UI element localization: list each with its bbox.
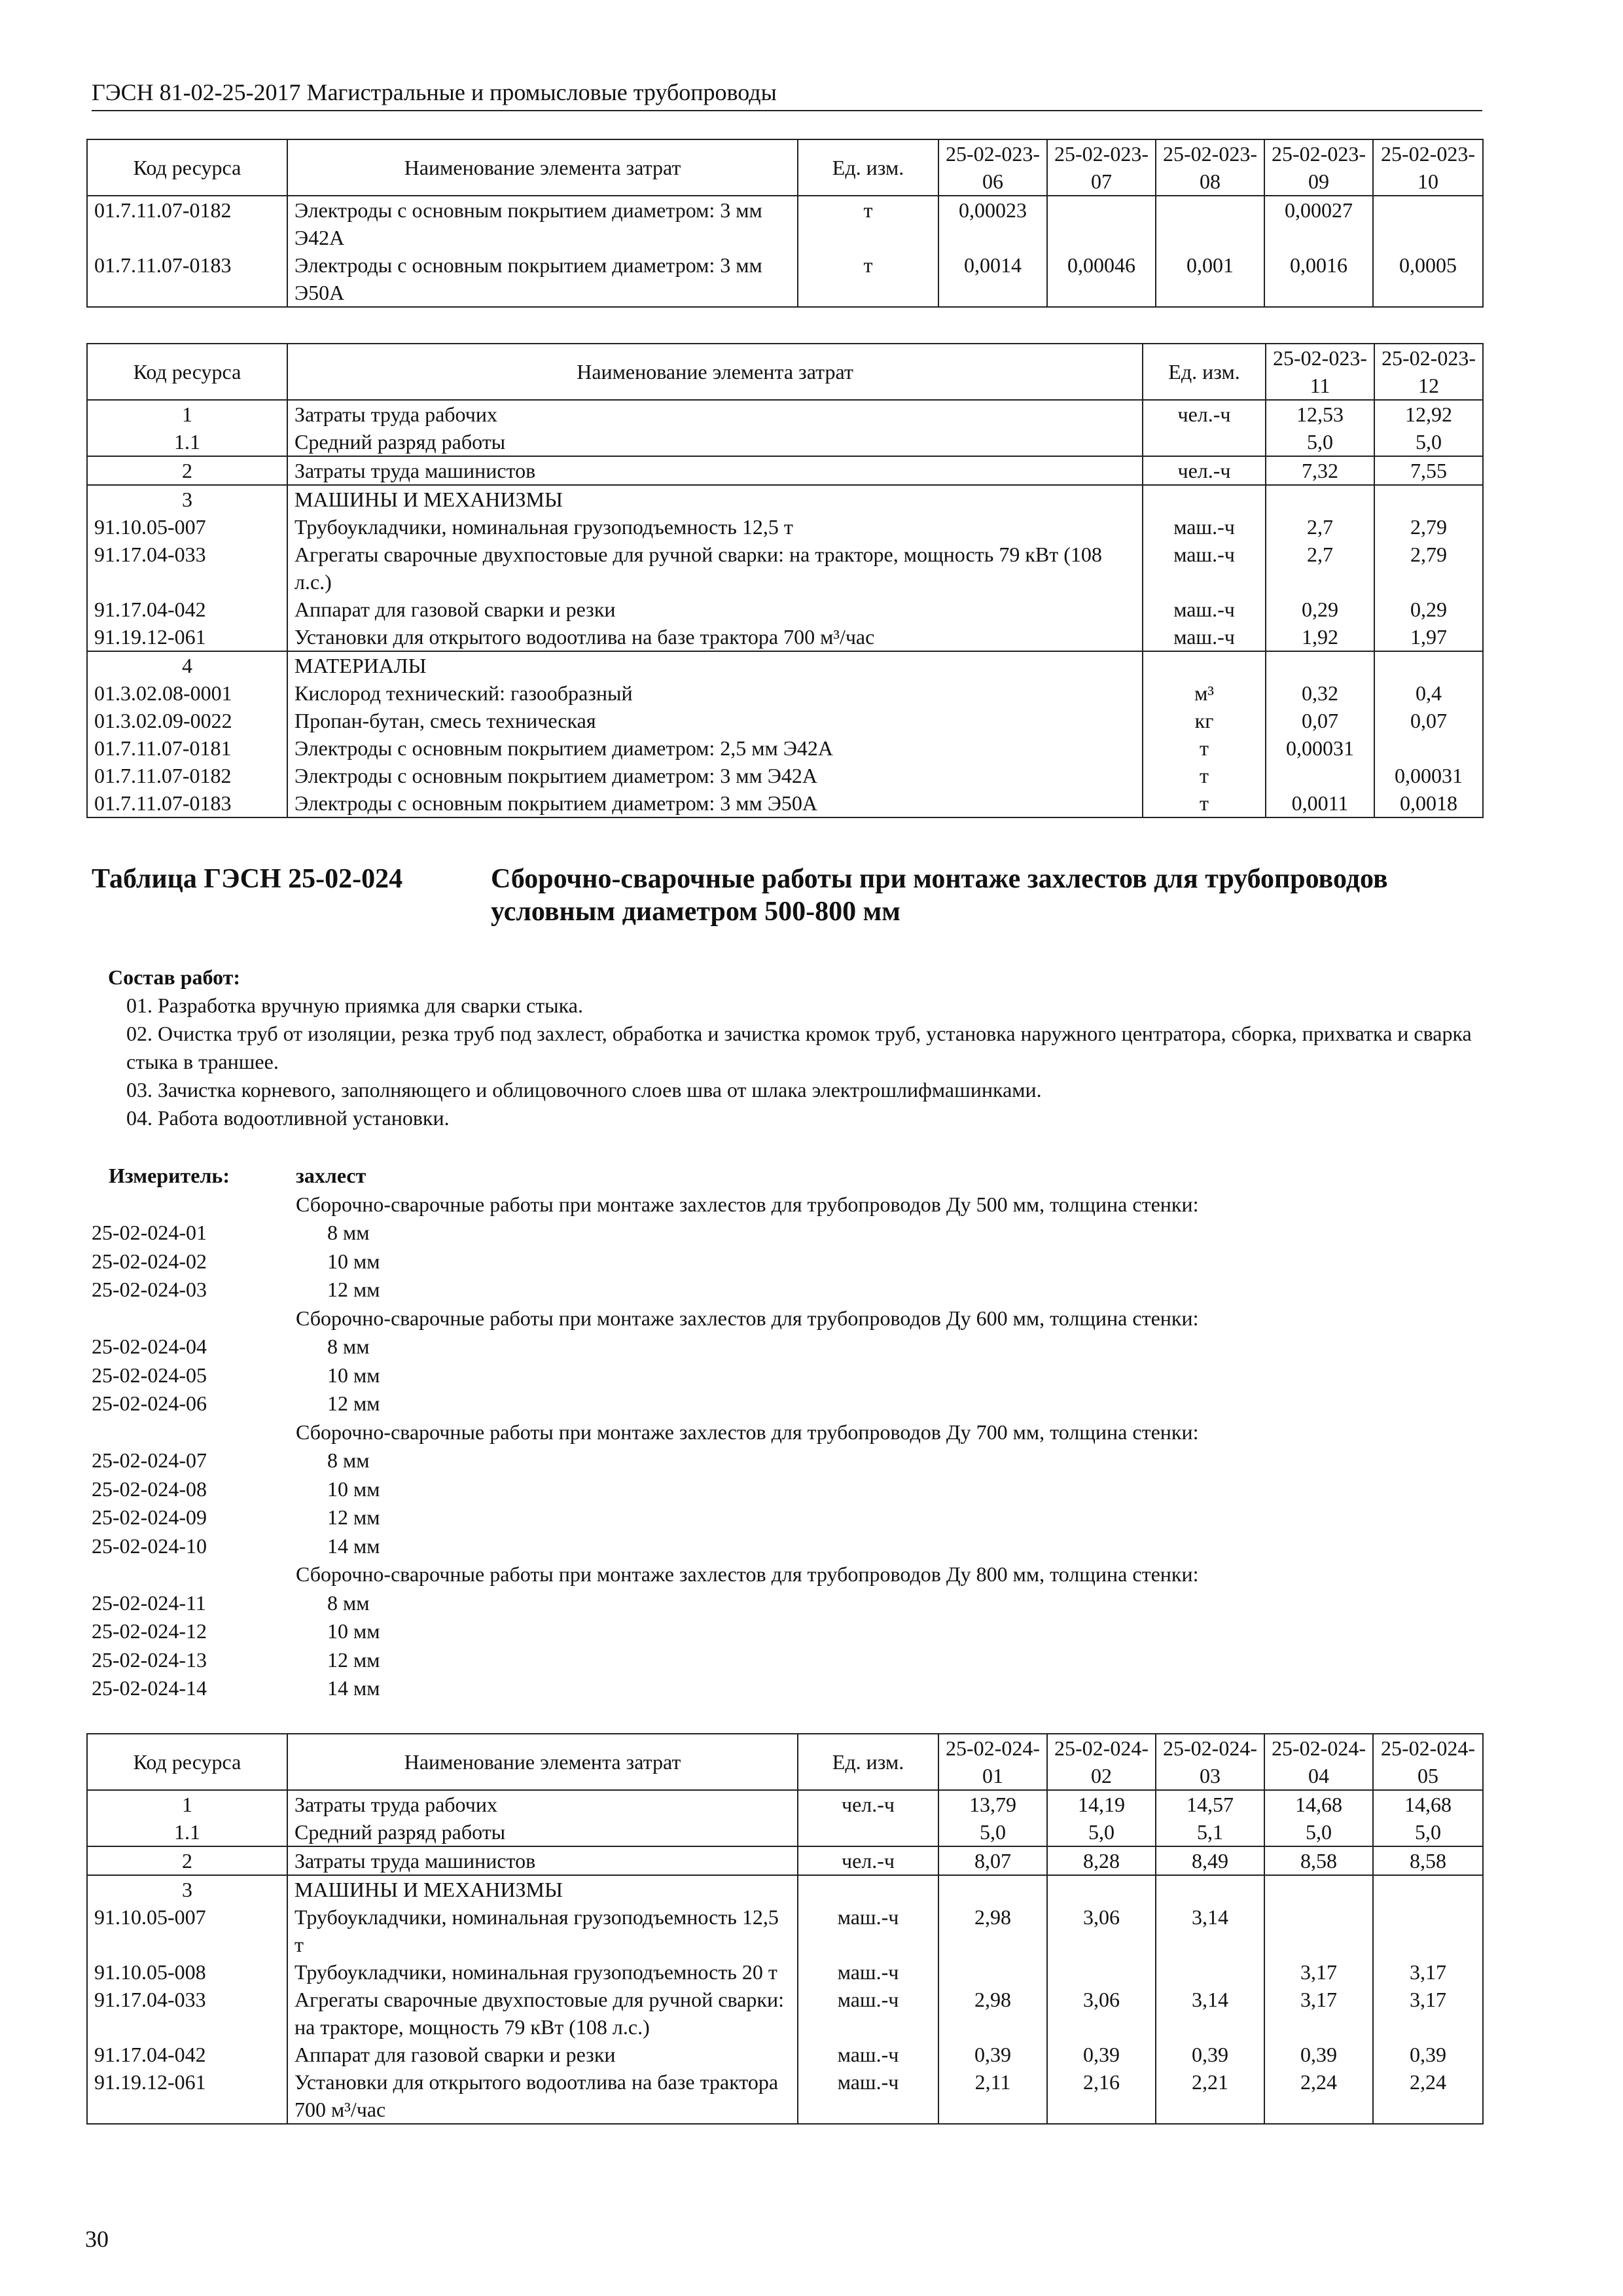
section-title: МАТЕРИАЛЫ bbox=[287, 651, 1143, 679]
composition-item: 02. Очистка труб от изоляции, резка труб под захлест, обработка и зачистка кромок труб, установка наружного центратора, сборка, прихватка и сварка стыка в траншее. bbox=[126, 1022, 1472, 1073]
resource-value: 0,00027 bbox=[1264, 196, 1373, 251]
meter-value: 10 мм bbox=[327, 1363, 380, 1387]
resource-name: Электроды с основным покрытием диаметром: 3 мм Э50А bbox=[287, 251, 798, 307]
resource-value: 14,68 bbox=[1373, 1790, 1483, 1818]
meter-value: 12 мм bbox=[327, 1647, 380, 1672]
resource-code: 91.10.05-007 bbox=[87, 1903, 287, 1958]
meter-item bbox=[92, 1219, 1482, 1247]
table-row bbox=[87, 456, 1483, 485]
resource-value: 12,92 bbox=[1374, 400, 1483, 428]
header-col: 25-02-023-09 bbox=[1264, 139, 1373, 196]
resource-value: 2,7 bbox=[1266, 513, 1374, 541]
resource-name: Трубоукладчики, номинальная грузоподъемность 20 т bbox=[287, 1958, 798, 1986]
resource-unit: т bbox=[798, 251, 938, 307]
resource-value: 0,00023 bbox=[938, 196, 1047, 251]
resource-unit: т bbox=[1143, 789, 1266, 817]
resource-value: 3,14 bbox=[1156, 1986, 1264, 2041]
resource-value: 5,0 bbox=[938, 1818, 1047, 1846]
resource-value: 12,53 bbox=[1266, 400, 1374, 428]
resource-value: 0,29 bbox=[1266, 596, 1374, 623]
table-row bbox=[87, 2041, 1483, 2068]
resource-value: 0,00031 bbox=[1266, 734, 1374, 762]
resource-code: 01.7.11.07-0182 bbox=[87, 196, 287, 251]
resource-value: 0,0005 bbox=[1373, 251, 1483, 307]
resource-value bbox=[1156, 1958, 1264, 1986]
resource-value: 8,58 bbox=[1373, 1846, 1483, 1875]
resource-code: 1 bbox=[87, 400, 287, 428]
resource-unit: чел.-ч bbox=[798, 1846, 938, 1875]
meter-item bbox=[92, 1276, 1482, 1304]
resource-unit: чел.-ч bbox=[1143, 456, 1266, 485]
meter-item bbox=[92, 1503, 1482, 1532]
resource-value bbox=[1373, 1875, 1483, 1903]
header-col: 25-02-023-08 bbox=[1156, 139, 1264, 196]
resource-name: Установки для открытого водоотлива на базе трактора 700 м³/час bbox=[287, 623, 1143, 651]
resource-code: 01.3.02.09-0022 bbox=[87, 707, 287, 734]
resource-unit bbox=[1143, 651, 1266, 679]
meter-code: 25-02-024-01 bbox=[92, 1221, 207, 1244]
table-row bbox=[87, 1903, 1483, 1958]
resource-value: 14,57 bbox=[1156, 1790, 1264, 1818]
composition-item: 04. Работа водоотливной установки. bbox=[126, 1106, 450, 1130]
header-col: 25-02-024-03 bbox=[1156, 1734, 1264, 1790]
resource-value: 0,39 bbox=[1373, 2041, 1483, 2068]
resource-value bbox=[1266, 485, 1374, 513]
resource-value: 2,16 bbox=[1047, 2068, 1156, 2124]
meter-item bbox=[92, 1646, 1482, 1675]
header-col: 25-02-024-01 bbox=[938, 1734, 1047, 1790]
meter-code: 25-02-024-02 bbox=[92, 1249, 207, 1273]
resource-code: 1.1 bbox=[87, 428, 287, 456]
meter-code: 25-02-024-03 bbox=[92, 1278, 207, 1301]
resource-value bbox=[1374, 651, 1483, 679]
resource-value: 3,06 bbox=[1047, 1986, 1156, 2041]
resource-value bbox=[1156, 1875, 1264, 1903]
resource-code: 91.17.04-033 bbox=[87, 541, 287, 596]
meter-code: 25-02-024-07 bbox=[92, 1448, 207, 1472]
resource-value: 2,21 bbox=[1156, 2068, 1264, 2124]
resource-code: 01.7.11.07-0183 bbox=[87, 789, 287, 817]
section-row bbox=[87, 651, 1483, 679]
resource-value bbox=[1156, 196, 1264, 251]
resource-name: Аппарат для газовой сварки и резки bbox=[287, 2041, 798, 2068]
meter-value: 10 мм bbox=[327, 1249, 380, 1273]
resource-value: 1,97 bbox=[1374, 623, 1483, 651]
section-row bbox=[87, 485, 1483, 513]
header-col: 25-02-023-11 bbox=[1266, 344, 1374, 400]
resource-code: 2 bbox=[87, 456, 287, 485]
meter-label: Измеритель: bbox=[109, 1164, 230, 1187]
resource-value: 8,28 bbox=[1047, 1846, 1156, 1875]
resource-value bbox=[1373, 1903, 1483, 1958]
resource-code: 91.19.12-061 bbox=[87, 623, 287, 651]
table-number: Таблица ГЭСН 25-02-024 bbox=[92, 864, 403, 894]
resource-value bbox=[1266, 762, 1374, 789]
resource-name: Средний разряд работы bbox=[287, 428, 1143, 456]
resource-value: 5,0 bbox=[1373, 1818, 1483, 1846]
header-col: 25-02-023-07 bbox=[1047, 139, 1156, 196]
table-row bbox=[87, 2068, 1483, 2124]
resource-value: 3,17 bbox=[1373, 1958, 1483, 1986]
resource-value: 2,11 bbox=[938, 2068, 1047, 2124]
resource-value: 0,39 bbox=[1047, 2041, 1156, 2068]
meter-value: 8 мм bbox=[327, 1590, 370, 1615]
page-number: 30 bbox=[85, 2226, 109, 2252]
table-row bbox=[87, 789, 1483, 817]
meter-code: 25-02-024-11 bbox=[92, 1590, 206, 1615]
resource-name: Затраты труда рабочих bbox=[287, 400, 1143, 428]
resource-value: 5,0 bbox=[1264, 1818, 1373, 1846]
meter-item bbox=[92, 1589, 1482, 1618]
meter-value: 8 мм bbox=[327, 1335, 370, 1358]
resource-value: 3,17 bbox=[1264, 1958, 1373, 1986]
table-row bbox=[87, 1790, 1483, 1818]
resource-value bbox=[1047, 196, 1156, 251]
table-row bbox=[87, 762, 1483, 789]
resource-value: 14,68 bbox=[1264, 1790, 1373, 1818]
resource-value: 3,06 bbox=[1047, 1903, 1156, 1958]
resource-code: 1.1 bbox=[87, 1818, 287, 1846]
table-row bbox=[87, 541, 1483, 596]
resource-value: 8,58 bbox=[1264, 1846, 1373, 1875]
resource-code: 2 bbox=[87, 1846, 287, 1875]
resource-value: 0,0018 bbox=[1374, 789, 1483, 817]
table-row bbox=[87, 707, 1483, 734]
resource-value: 13,79 bbox=[938, 1790, 1047, 1818]
resource-unit: м³ bbox=[1143, 679, 1266, 707]
table-row bbox=[87, 623, 1483, 651]
resource-name: Электроды с основным покрытием диаметром: 3 мм Э50А bbox=[287, 789, 1143, 817]
resource-value: 7,32 bbox=[1266, 456, 1374, 485]
resource-value: 2,24 bbox=[1264, 2068, 1373, 2124]
resource-value: 0,39 bbox=[1156, 2041, 1264, 2068]
table-row bbox=[87, 428, 1483, 456]
resource-value bbox=[1374, 734, 1483, 762]
resource-code: 01.7.11.07-0183 bbox=[87, 251, 287, 307]
resource-unit: чел.-ч bbox=[1143, 400, 1266, 428]
meter-value: 10 мм bbox=[327, 1619, 380, 1643]
resource-value bbox=[1266, 651, 1374, 679]
resource-unit: кг bbox=[1143, 707, 1266, 734]
resource-name: Электроды с основным покрытием диаметром: 3 мм Э42А bbox=[287, 196, 798, 251]
header-unit: Ед. изм. bbox=[798, 1734, 938, 1790]
resource-value bbox=[938, 1875, 1047, 1903]
resource-unit: маш.-ч bbox=[798, 2068, 938, 2124]
work-composition bbox=[108, 963, 1482, 1132]
resource-name: Агрегаты сварочные двухпостовые для ручной сварки: на тракторе, мощность 79 кВт (108 л.с.) bbox=[287, 541, 1143, 596]
header-code: Код ресурса bbox=[87, 344, 287, 400]
resource-code: 91.10.05-007 bbox=[87, 513, 287, 541]
resource-name: Затраты труда машинистов bbox=[287, 456, 1143, 485]
resource-name: Кислород технический: газообразный bbox=[287, 679, 1143, 707]
resource-value: 2,98 bbox=[938, 1986, 1047, 2041]
resource-name: Затраты труда рабочих bbox=[287, 1790, 798, 1818]
resource-value: 0,39 bbox=[938, 2041, 1047, 2068]
resource-value: 5,0 bbox=[1047, 1818, 1156, 1846]
meter-block bbox=[92, 1162, 1482, 1703]
resource-code: 91.10.05-008 bbox=[87, 1958, 287, 1986]
resource-unit bbox=[798, 1818, 938, 1846]
resource-name: Электроды с основным покрытием диаметром: 2,5 мм Э42А bbox=[287, 734, 1143, 762]
resource-value: 0,0016 bbox=[1264, 251, 1373, 307]
table-row bbox=[87, 1846, 1483, 1875]
meter-value: 12 мм bbox=[327, 1278, 380, 1301]
header-col: 25-02-024-05 bbox=[1373, 1734, 1483, 1790]
resource-value: 0,39 bbox=[1264, 2041, 1373, 2068]
section-title: МАШИНЫ И МЕХАНИЗМЫ bbox=[287, 485, 1143, 513]
running-head: ГЭСН 81-02-25-2017 Магистральные и промысловые трубопроводы bbox=[92, 77, 1482, 111]
resource-unit: чел.-ч bbox=[798, 1790, 938, 1818]
resource-unit: т bbox=[1143, 762, 1266, 789]
resource-value: 8,49 bbox=[1156, 1846, 1264, 1875]
resource-code: 91.17.04-042 bbox=[87, 596, 287, 623]
resource-value bbox=[938, 1958, 1047, 1986]
resource-unit: маш.-ч bbox=[798, 2041, 938, 2068]
meter-code: 25-02-024-12 bbox=[92, 1619, 207, 1643]
resource-name: Затраты труда машинистов bbox=[287, 1846, 798, 1875]
meter-group-description: Сборочно-сварочные работы при монтаже захлестов для трубопроводов Ду 500 мм, толщина стенки: bbox=[296, 1192, 1199, 1216]
header-unit: Ед. изм. bbox=[1143, 344, 1266, 400]
section-code: 4 bbox=[87, 651, 287, 679]
meter-item bbox=[92, 1532, 1482, 1561]
table-row bbox=[87, 1958, 1483, 1986]
table-row bbox=[87, 251, 1483, 307]
resource-code: 91.19.12-061 bbox=[87, 2068, 287, 2124]
header-code: Код ресурса bbox=[87, 1734, 287, 1790]
resource-name: Установки для открытого водоотлива на базе трактора 700 м³/час bbox=[287, 2068, 798, 2124]
header-col: 25-02-023-12 bbox=[1374, 344, 1483, 400]
resource-value: 1,92 bbox=[1266, 623, 1374, 651]
table-row bbox=[87, 400, 1483, 428]
resource-unit bbox=[798, 1875, 938, 1903]
resource-code: 01.7.11.07-0181 bbox=[87, 734, 287, 762]
resource-value bbox=[1047, 1958, 1156, 1986]
meter-value: 14 мм bbox=[327, 1534, 380, 1558]
meter-code: 25-02-024-04 bbox=[92, 1335, 207, 1358]
resource-unit: маш.-ч bbox=[1143, 623, 1266, 651]
composition-item: 01. Разработка вручную приямка для сварки стыка. bbox=[126, 994, 583, 1017]
meter-item bbox=[92, 1247, 1482, 1276]
section-row bbox=[87, 1875, 1483, 1903]
table-row bbox=[87, 1818, 1483, 1846]
meter-code: 25-02-024-09 bbox=[92, 1505, 207, 1529]
resource-name: Трубоукладчики, номинальная грузоподъемность 12,5 т bbox=[287, 513, 1143, 541]
header-col: 25-02-024-04 bbox=[1264, 1734, 1373, 1790]
meter-unit: захлест bbox=[296, 1164, 366, 1187]
meter-item bbox=[92, 1333, 1482, 1361]
meter-value: 8 мм bbox=[327, 1221, 370, 1244]
section-title: МАШИНЫ И МЕХАНИЗМЫ bbox=[287, 1875, 798, 1903]
resource-value: 0,00031 bbox=[1374, 762, 1483, 789]
resource-unit bbox=[1143, 428, 1266, 456]
resource-value: 3,17 bbox=[1373, 1986, 1483, 2041]
resource-unit: т bbox=[798, 196, 938, 251]
resource-unit: маш.-ч bbox=[798, 1958, 938, 1986]
resource-table-024-01-05 bbox=[86, 1733, 1484, 2125]
resource-value bbox=[1373, 196, 1483, 251]
resource-value: 0,07 bbox=[1374, 707, 1483, 734]
resource-value: 3,17 bbox=[1264, 1986, 1373, 2041]
table-row bbox=[87, 679, 1483, 707]
resource-value: 8,07 bbox=[938, 1846, 1047, 1875]
meter-code: 25-02-024-08 bbox=[92, 1477, 207, 1501]
resource-value bbox=[1264, 1903, 1373, 1958]
resource-value: 2,7 bbox=[1266, 541, 1374, 596]
section-code: 3 bbox=[87, 1875, 287, 1903]
resource-value: 0,0014 bbox=[938, 251, 1047, 307]
resource-code: 01.7.11.07-0182 bbox=[87, 762, 287, 789]
resource-value: 0,00046 bbox=[1047, 251, 1156, 307]
resource-value: 5,0 bbox=[1266, 428, 1374, 456]
resource-unit: маш.-ч bbox=[798, 1903, 938, 1958]
header-name: Наименование элемента затрат bbox=[287, 1734, 798, 1790]
meter-value: 10 мм bbox=[327, 1477, 380, 1501]
resource-value: 14,19 bbox=[1047, 1790, 1156, 1818]
resource-name: Агрегаты сварочные двухпостовые для ручной сварки: на тракторе, мощность 79 кВт (108 л.с.) bbox=[287, 1986, 798, 2041]
meter-code: 25-02-024-13 bbox=[92, 1647, 207, 1672]
resource-value: 2,24 bbox=[1373, 2068, 1483, 2124]
composition-heading: Состав работ: bbox=[108, 965, 241, 989]
meter-value: 14 мм bbox=[327, 1676, 380, 1700]
resource-code: 01.3.02.08-0001 bbox=[87, 679, 287, 707]
resource-value bbox=[1047, 1875, 1156, 1903]
resource-value: 3,14 bbox=[1156, 1903, 1264, 1958]
resource-value: 0,0011 bbox=[1266, 789, 1374, 817]
resource-unit: маш.-ч bbox=[1143, 541, 1266, 596]
resource-value: 5,0 bbox=[1374, 428, 1483, 456]
header-unit: Ед. изм. bbox=[798, 139, 938, 196]
resource-value bbox=[1264, 1875, 1373, 1903]
table-row bbox=[87, 196, 1483, 251]
resource-code: 91.17.04-033 bbox=[87, 1986, 287, 2041]
header-col: 25-02-023-10 bbox=[1373, 139, 1483, 196]
meter-code: 25-02-024-14 bbox=[92, 1676, 207, 1700]
header-code: Код ресурса bbox=[87, 139, 287, 196]
resource-table-023-11-12 bbox=[86, 343, 1484, 818]
meter-code: 25-02-024-10 bbox=[92, 1534, 207, 1558]
composition-item: 03. Зачистка корневого, заполняющего и облицовочного слоев шва от шлака электрошлифмашинками. bbox=[126, 1078, 1042, 1102]
resource-table-023-06-10 bbox=[86, 139, 1484, 308]
header-col: 25-02-023-06 bbox=[938, 139, 1047, 196]
resource-name: Трубоукладчики, номинальная грузоподъемность 12,5 т bbox=[287, 1903, 798, 1958]
header-col: 25-02-024-02 bbox=[1047, 1734, 1156, 1790]
resource-name: Аппарат для газовой сварки и резки bbox=[287, 596, 1143, 623]
meter-item bbox=[92, 1617, 1482, 1646]
table-row bbox=[87, 596, 1483, 623]
section-code: 3 bbox=[87, 485, 287, 513]
header-name: Наименование элемента затрат bbox=[287, 344, 1143, 400]
resource-name: Средний разряд работы bbox=[287, 1818, 798, 1846]
meter-value: 12 мм bbox=[327, 1391, 380, 1415]
table-row bbox=[87, 1986, 1483, 2041]
table-title: Сборочно-сварочные работы при монтаже захлестов для трубопроводов условным диаметром 500-800 мм bbox=[491, 864, 1388, 927]
resource-unit: маш.-ч bbox=[798, 1986, 938, 2041]
table-row bbox=[87, 513, 1483, 541]
resource-value: 7,55 bbox=[1374, 456, 1483, 485]
resource-unit: маш.-ч bbox=[1143, 513, 1266, 541]
resource-unit bbox=[1143, 485, 1266, 513]
meter-item bbox=[92, 1446, 1482, 1475]
meter-item bbox=[92, 1475, 1482, 1504]
meter-item bbox=[92, 1390, 1482, 1418]
resource-unit: т bbox=[1143, 734, 1266, 762]
meter-value: 12 мм bbox=[327, 1505, 380, 1529]
resource-value: 5,1 bbox=[1156, 1818, 1264, 1846]
meter-item bbox=[92, 1674, 1482, 1703]
meter-item bbox=[92, 1361, 1482, 1390]
resource-value: 2,79 bbox=[1374, 541, 1483, 596]
meter-value: 8 мм bbox=[327, 1448, 370, 1472]
resource-value: 2,98 bbox=[938, 1903, 1047, 1958]
resource-value: 0,29 bbox=[1374, 596, 1483, 623]
resource-value: 0,4 bbox=[1374, 679, 1483, 707]
resource-code: 1 bbox=[87, 1790, 287, 1818]
resource-value: 0,07 bbox=[1266, 707, 1374, 734]
header-name: Наименование элемента затрат bbox=[287, 139, 798, 196]
resource-name: Пропан-бутан, смесь техническая bbox=[287, 707, 1143, 734]
meter-code: 25-02-024-06 bbox=[92, 1391, 207, 1415]
resource-value bbox=[1374, 485, 1483, 513]
table-row bbox=[87, 734, 1483, 762]
resource-value: 0,32 bbox=[1266, 679, 1374, 707]
resource-value: 2,79 bbox=[1374, 513, 1483, 541]
meter-group-description: Сборочно-сварочные работы при монтаже захлестов для трубопроводов Ду 600 мм, толщина стенки: bbox=[296, 1306, 1199, 1330]
resource-code: 91.17.04-042 bbox=[87, 2041, 287, 2068]
resource-unit: маш.-ч bbox=[1143, 596, 1266, 623]
meter-group-description: Сборочно-сварочные работы при монтаже захлестов для трубопроводов Ду 800 мм, толщина стенки: bbox=[296, 1562, 1199, 1586]
resource-name: Электроды с основным покрытием диаметром: 3 мм Э42А bbox=[287, 762, 1143, 789]
meter-code: 25-02-024-05 bbox=[92, 1363, 207, 1387]
meter-group-description: Сборочно-сварочные работы при монтаже захлестов для трубопроводов Ду 700 мм, толщина стенки: bbox=[296, 1420, 1199, 1444]
resource-value: 0,001 bbox=[1156, 251, 1264, 307]
